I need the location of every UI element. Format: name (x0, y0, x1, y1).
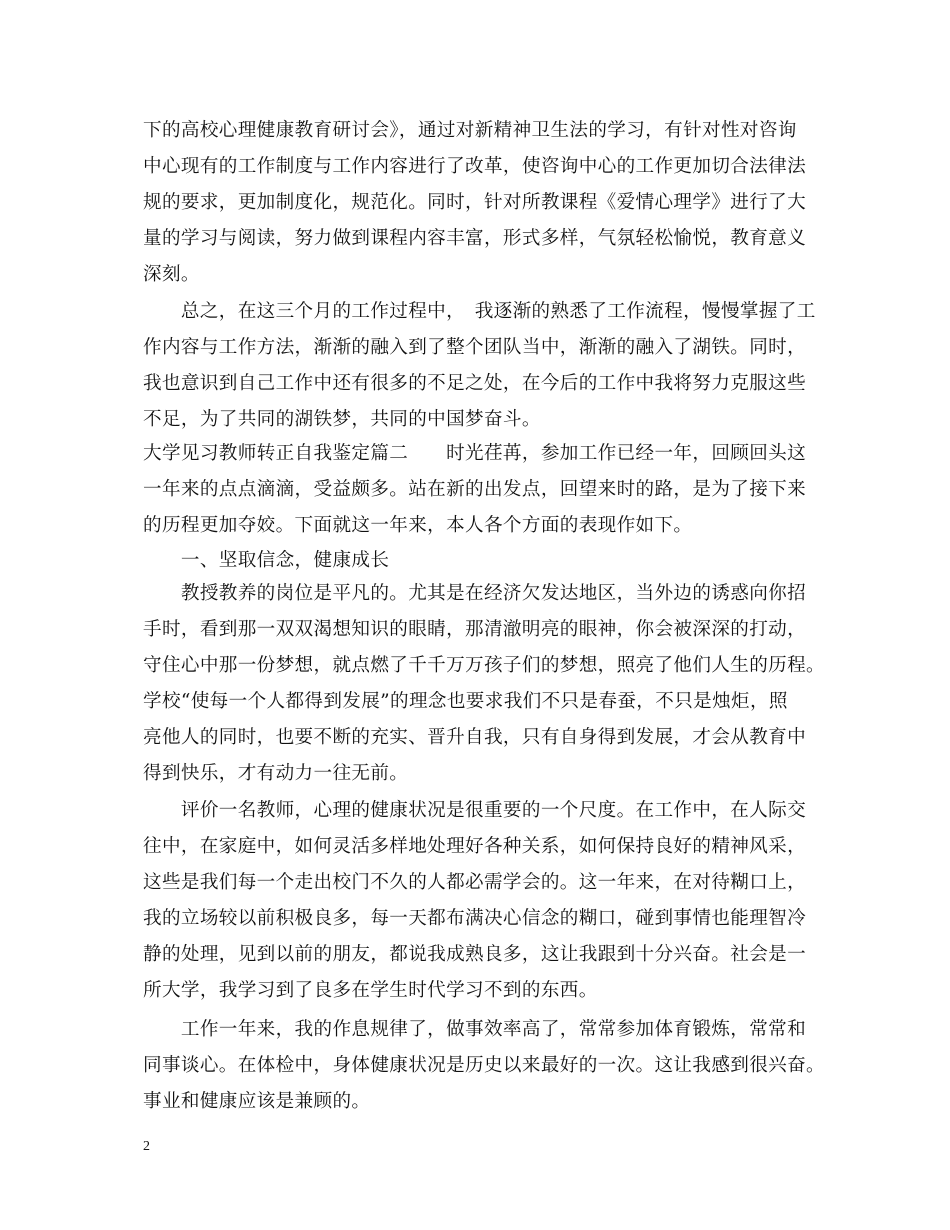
text-line: 大学见习教师转正自我鉴定篇二 时光荏苒，参加工作已经一年，回顾回头这 (143, 443, 807, 464)
text-line: 深刻。 (143, 264, 200, 285)
text-line: 工作一年来，我的作息规律了，做事效率高了，常常参加体育锻炼，常常和 (143, 1019, 807, 1040)
text-line: 量的学习与阅读，努力做到课程内容丰富，形式多样，气氛轻松愉悦，教育意义 (143, 228, 807, 249)
text-line: 亮他人的同时，也要不断的充实、晋升自我，只有自身得到发展，才会从教育中 (143, 727, 807, 748)
text-line: 教授教养的岗位是平凡的。尤其是在经济欠发达地区，当外边的诱惑向你招 (143, 583, 807, 604)
text-line: 我也意识到自己工作中还有很多的不足之处，在今后的工作中我将努力克服这些 (143, 373, 807, 394)
text-line: 手时，看到那一双双渴想知识的眼睛，那清澈明亮的眼神，你会被深深的打动， (143, 619, 807, 640)
text-line: 静的处理，见到以前的朋友，都说我成熟良多，这让我跟到十分兴奋。社会是一 (143, 944, 807, 965)
text-line: 评价一名教师，心理的健康状况是很重要的一个尺度。在工作中，在人际交 (143, 800, 807, 821)
text-line: 学校“使每一个人都得到发展”的理念也要求我们不只是春蚕，不只是烛炬，照 (143, 691, 788, 712)
text-line: 往中，在家庭中，如何灵活多样地处理好各种关系，如何保持良好的精神风采， (143, 836, 807, 857)
text-line: 得到快乐，才有动力一往无前。 (143, 763, 409, 784)
text-line: 不足，为了共同的湖铁梦，共同的中国梦奋斗。 (143, 409, 541, 430)
text-line: 所大学，我学习到了良多在学生时代学习不到的东西。 (143, 980, 598, 1001)
text-line: 守住心中那一份梦想，就点燃了千千万万孩子们的梦想，照亮了他们人生的历程。 (143, 655, 825, 676)
section-heading: 一、坚取信念，健康成长 (143, 550, 390, 571)
text-line: 下的高校心理健康教育研讨会》，通过对新精神卫生法的学习，有针对性对咨询 (143, 120, 797, 141)
text-line: 事业和健康应该是兼顾的。 (143, 1091, 371, 1112)
text-line: 我的立场较以前积极良多，每一天都布满决心信念的糊口，碰到事情也能理智冷 (143, 908, 807, 929)
text-line: 作内容与工作方法，渐渐的融入到了整个团队当中，渐渐的融入了湖铁。同时， (143, 337, 807, 358)
text-line: 总之，在这三个月的工作过程中， 我逐渐的熟悉了工作流程，慢慢掌握了工 (143, 301, 816, 322)
text-line: 规的要求，更加制度化，规范化。同时，针对所教课程《爱情心理学》进行了大 (143, 192, 807, 213)
text-line: 同事谈心。在体检中，身体健康状况是历史以来最好的一次。这让我感到很兴奋。 (143, 1055, 825, 1076)
text-line: 的历程更加夺姣。下面就这一年来，本人各个方面的表现作如下。 (143, 515, 693, 536)
text-line: 这些是我们每一个走出校门不久的人都必需学会的。这一年来，在对待糊口上， (143, 872, 807, 893)
text-line: 中心现有的工作制度与工作内容进行了改革，使咨询中心的工作更加切合法律法 (143, 156, 807, 177)
page-number: 2 (143, 1139, 150, 1154)
text-line: 一年来的点点滴滴，受益颇多。站在新的出发点，回望来时的路，是为了接下来 (143, 479, 807, 500)
